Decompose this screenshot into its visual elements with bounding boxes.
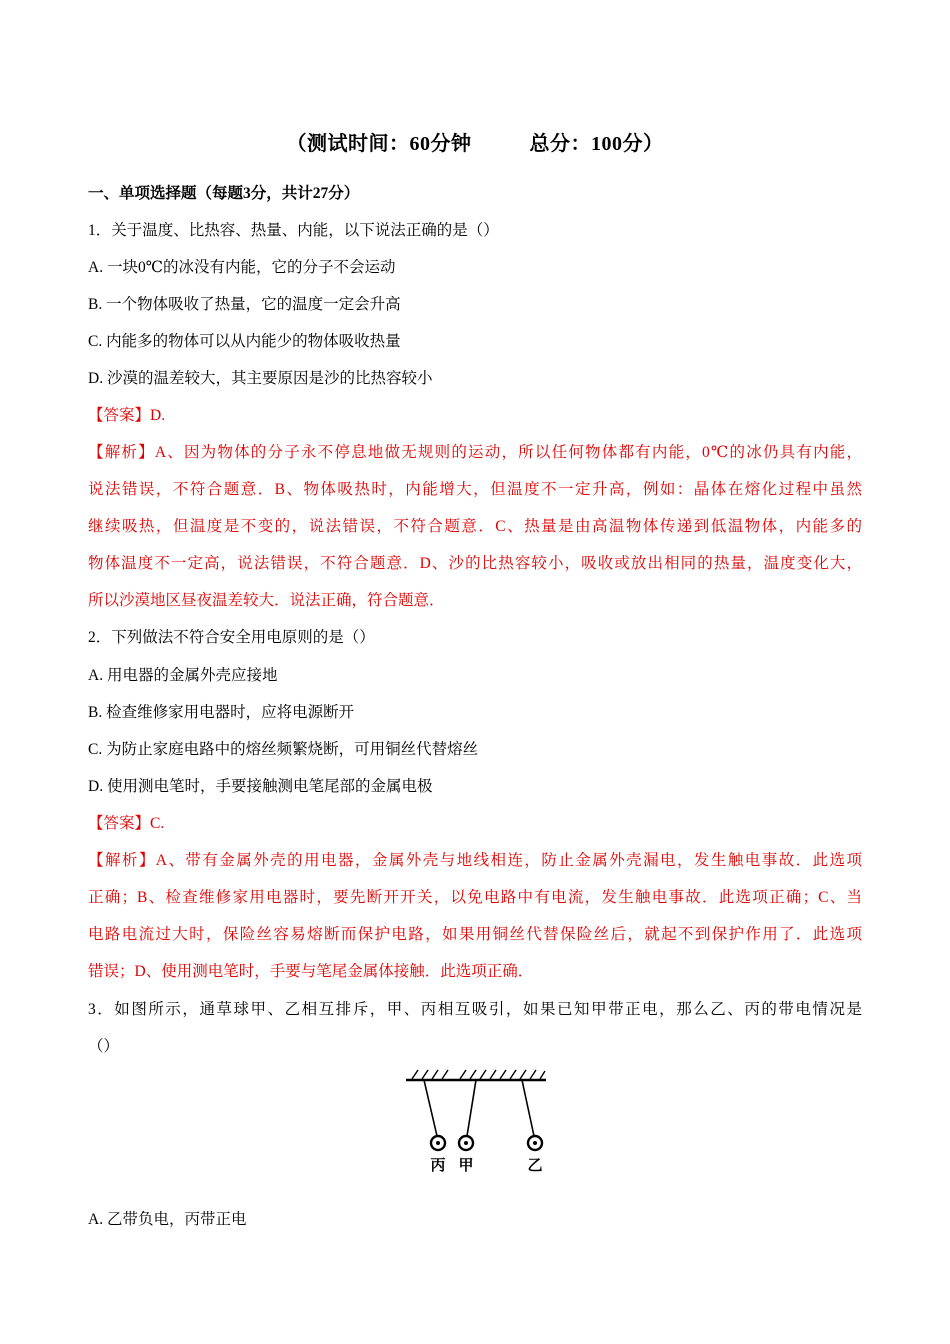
label-bing: 丙: [430, 1156, 446, 1174]
exam-header: [0, 127, 950, 156]
section-heading: 一、单项选择题（每题3分，共计27分）: [88, 185, 360, 202]
pith-ball-figure: [404, 1068, 550, 1176]
label-yi: 乙: [527, 1156, 543, 1174]
q2-option-b: B. 检查维修家用电器时，应将电源断开: [88, 704, 355, 721]
thread-yi: [522, 1080, 534, 1136]
thread-bing: [424, 1080, 437, 1136]
thread-jia: [467, 1080, 476, 1136]
q1-option-b: B. 一个物体吸收了热量，它的温度一定会升高: [88, 296, 401, 313]
test-time: （测试时间：60分钟: [286, 133, 472, 155]
q2-analysis-line: 电路电流过大时，保险丝容易熔断而保护电路，如果用铜丝代替保险丝后，就起不到保护作用了．此选项: [88, 926, 862, 943]
q2-option-a: A. 用电器的金属外壳应接地: [88, 667, 278, 684]
q2-answer: 【答案】C.: [88, 815, 165, 832]
q3-option-a: A. 乙带负电，丙带正电: [88, 1211, 247, 1228]
q1-analysis-line: 继续吸热，但温度是不变的，说法错误，不符合题意．C、热量是由高温物体传递到低温物体，内能多的: [88, 518, 862, 535]
q2-stem: 2．下列做法不符合安全用电原则的是（）: [88, 629, 375, 646]
q2-option-c: C. 为防止家庭电路中的熔丝频繁烧断，可用铜丝代替熔丝: [88, 741, 479, 758]
q3-stem-bracket: （）: [88, 1038, 120, 1055]
q1-analysis-line: 物体温度不一定高，说法错误，不符合题意．D、沙的比热容较小，吸收或放出相同的热量，温度变化大，: [88, 555, 862, 572]
q1-option-d: D. 沙漠的温差较大，其主要原因是沙的比热容较小: [88, 370, 433, 387]
q1-option-a: A. 一块0℃的冰没有内能，它的分子不会运动: [88, 259, 396, 276]
q1-analysis-line: 说法错误，不符合题意．B、物体吸热时，内能增大，但温度不一定升高，例如：晶体在熔化过程中虽然: [88, 481, 862, 498]
q2-analysis-line: 【解析】A、带有金属外壳的用电器，金属外壳与地线相连，防止金属外壳漏电，发生触电事故．此选项: [88, 852, 862, 869]
q2-analysis-line: 错误；D、使用测电笔时，手要与笔尾金属体接触．此选项正确．: [88, 963, 534, 980]
label-jia: 甲: [458, 1156, 474, 1174]
ceiling-hatching: [412, 1070, 545, 1079]
q3-stem: 3．如图所示，通草球甲、乙相互排斥，甲、丙相互吸引，如果已知甲带正电，那么乙、丙的带电情况是: [88, 1001, 862, 1018]
q2-analysis-line: 正确；B、检查维修家用电器时，要先断开开关，以免电路中有电流，发生触电事故．此选项正确；C、当: [88, 889, 862, 906]
q1-answer: 【答案】D.: [88, 407, 166, 424]
total-score: 总分：100分）: [529, 133, 664, 155]
q1-analysis-line: 所以沙漠地区昼夜温差较大．说法正确，符合题意．: [88, 592, 445, 609]
q1-stem: 1．关于温度、比热容、热量、内能，以下说法正确的是（）: [88, 222, 499, 239]
q1-option-c: C. 内能多的物体可以从内能少的物体吸收热量: [88, 333, 401, 350]
pith-ball-diagram: [404, 1068, 550, 1176]
q1-analysis-line: 【解析】A、因为物体的分子永不停息地做无规则的运动，所以任何物体都有内能，0℃的冰仍具有内能，: [88, 444, 862, 461]
q2-option-d: D. 使用测电笔时，手要接触测电笔尾部的金属电极: [88, 778, 433, 795]
